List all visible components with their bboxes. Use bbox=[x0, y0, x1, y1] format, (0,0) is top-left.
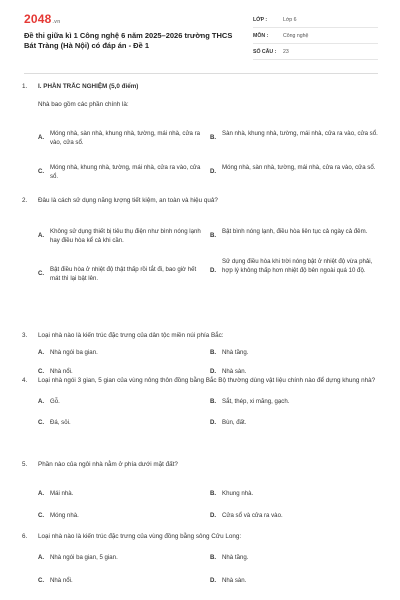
option-a[interactable] bbox=[38, 129, 208, 147]
meta-value: Lớp 6 bbox=[283, 16, 297, 23]
option-text: Nhà nổi. bbox=[50, 577, 73, 584]
option-text: Móng nhà, sàn nhà, tường, mái nhà, cửa ra vào, cửa sổ. bbox=[222, 164, 376, 171]
question-5 bbox=[22, 460, 378, 519]
site-logo[interactable] bbox=[24, 12, 60, 26]
meta-value: Công nghệ bbox=[283, 32, 309, 39]
logo-text: 2048 bbox=[24, 12, 52, 26]
option-b[interactable] bbox=[210, 227, 380, 240]
option-text: Nhà tầng. bbox=[222, 349, 249, 356]
option-text: Nhà tầng. bbox=[222, 554, 249, 561]
question-number: 1. bbox=[22, 83, 28, 90]
option-letter: C. bbox=[38, 419, 45, 426]
option-text: Mái nhà. bbox=[50, 490, 74, 497]
option-letter: C. bbox=[38, 368, 45, 375]
section-heading bbox=[22, 82, 378, 91]
option-a[interactable] bbox=[38, 553, 208, 562]
option-letter: D. bbox=[210, 577, 217, 584]
option-letter: B. bbox=[210, 490, 217, 497]
option-text: Sử dụng điều hòa khi trời nóng bật ở nhiệt độ vừa phải, hợp lý không thấp hơn nhiệt độ bên ngoài quá 10 độ. bbox=[222, 258, 373, 274]
option-c[interactable] bbox=[38, 367, 208, 376]
option-text: Bùn, đất. bbox=[222, 419, 247, 426]
meta-key: SỐ CÂU : bbox=[253, 48, 277, 55]
option-text: Đá, sỏi. bbox=[50, 419, 71, 426]
option-b[interactable] bbox=[210, 129, 380, 142]
option-b[interactable] bbox=[210, 348, 380, 357]
option-text: Không sử dụng thiết bị tiêu thụ điện như bình nóng lạnh hay điều hòa kể cả khi cần. bbox=[50, 228, 201, 244]
question-number: 6. bbox=[22, 533, 28, 540]
meta-key: LỚP : bbox=[253, 16, 268, 23]
option-letter: B. bbox=[210, 398, 217, 405]
option-letter: C. bbox=[38, 512, 45, 519]
option-text: Móng nhà, sàn nhà, khung nhà, tường, mái nhà, cửa ra vào, cửa sổ. bbox=[50, 130, 201, 146]
option-letter: B. bbox=[210, 349, 217, 356]
option-b[interactable] bbox=[210, 397, 380, 406]
option-letter: D. bbox=[210, 512, 217, 519]
option-a[interactable] bbox=[38, 348, 208, 357]
meta-row-count bbox=[253, 44, 378, 60]
question-text: Phần nào của ngôi nhà nằm ở phía dưới mặt đất? bbox=[38, 461, 178, 468]
option-letter: C. bbox=[38, 168, 45, 175]
meta-key: MÔN : bbox=[253, 32, 269, 39]
option-text: Nhà sàn. bbox=[222, 577, 247, 584]
option-text: Móng nhà, khung nhà, tường, mái nhà, cửa ra vào, cửa sổ. bbox=[50, 164, 201, 180]
question-number: 2. bbox=[22, 197, 28, 204]
option-d[interactable] bbox=[210, 257, 380, 275]
option-letter: B. bbox=[210, 134, 217, 141]
option-text: Sắt, thép, xi măng, gạch. bbox=[222, 398, 290, 405]
option-d[interactable] bbox=[210, 163, 380, 176]
option-d[interactable] bbox=[210, 418, 380, 427]
option-b[interactable] bbox=[210, 489, 380, 498]
option-d[interactable] bbox=[210, 511, 380, 520]
option-text: Bật điều hòa ở nhiệt độ thật thấp rồi tắt đi, bao giờ hết mát thì lại bật lên. bbox=[50, 266, 197, 282]
option-c[interactable] bbox=[38, 418, 208, 427]
option-letter: C. bbox=[38, 270, 45, 277]
option-letter: A. bbox=[38, 490, 45, 497]
question-number: 4. bbox=[22, 377, 28, 384]
question-4 bbox=[22, 376, 378, 439]
option-letter: B. bbox=[210, 232, 217, 239]
meta-row-class bbox=[253, 12, 378, 28]
question-number: 3. bbox=[22, 332, 28, 339]
meta-value: 23 bbox=[283, 48, 289, 55]
option-text: Sàn nhà, khung nhà, tường, mái nhà, cửa ra vào, cửa sổ. bbox=[222, 130, 378, 137]
option-text: Gỗ. bbox=[50, 398, 60, 405]
question-text: Loại nhà nào là kiến trúc đặc trưng của vùng đồng bằng sông Cửu Long: bbox=[38, 533, 242, 540]
option-letter: D. bbox=[210, 168, 217, 175]
option-letter: B. bbox=[210, 554, 217, 561]
question-text: Loại nhà nào là kiến trúc đặc trưng của dân tộc miền núi phía Bắc: bbox=[38, 332, 224, 339]
option-b[interactable] bbox=[210, 553, 380, 562]
option-text: Móng nhà. bbox=[50, 512, 79, 519]
option-c[interactable] bbox=[38, 511, 208, 520]
option-text: Bật bình nóng lạnh, điều hòa liên tục cả ngày cả đêm. bbox=[222, 228, 368, 235]
option-text: Cửa sổ và cửa ra vào. bbox=[222, 512, 283, 519]
question-text: Đâu là cách sử dụng năng lượng tiết kiệm, an toàn và hiệu quả? bbox=[38, 197, 218, 204]
option-text: Khung nhà. bbox=[222, 490, 254, 497]
question-text: Loại nhà ngói 3 gian, 5 gian của vùng nông thôn đồng bằng Bắc Bộ thường dùng vật liệu chính nào để dựng khung nhà? bbox=[38, 377, 376, 384]
option-letter: A. bbox=[38, 554, 45, 561]
question-2 bbox=[22, 196, 378, 299]
header-divider bbox=[24, 73, 378, 74]
option-text: Nhà sàn. bbox=[222, 368, 247, 375]
option-letter: D. bbox=[210, 368, 217, 375]
question-1 bbox=[22, 100, 378, 189]
option-text: Nhà ngói ba gian. bbox=[50, 349, 98, 356]
option-d[interactable] bbox=[210, 576, 380, 585]
option-a[interactable] bbox=[38, 397, 208, 406]
option-letter: C. bbox=[38, 577, 45, 584]
section-title: I. PHẦN TRẮC NGHIỆM (5,0 điểm) bbox=[38, 83, 139, 90]
option-c[interactable] bbox=[38, 163, 208, 181]
option-a[interactable] bbox=[38, 489, 208, 498]
meta-table bbox=[253, 12, 378, 60]
option-c[interactable] bbox=[38, 576, 208, 585]
meta-row-subject bbox=[253, 28, 378, 44]
option-text: Nhà nổi. bbox=[50, 368, 73, 375]
option-letter: A. bbox=[38, 398, 45, 405]
option-letter: D. bbox=[210, 267, 217, 274]
question-text: Nhà bao gồm các phần chính là: bbox=[38, 101, 129, 108]
header bbox=[0, 0, 400, 58]
option-text: Nhà ngói ba gian, 5 gian. bbox=[50, 554, 118, 561]
page-title: Đề thi giữa kì 1 Công nghệ 6 năm 2025–2026 trường THCS Bát Tràng (Hà Nội) có đáp án - Đề 1 bbox=[24, 31, 233, 50]
option-c[interactable] bbox=[38, 265, 208, 283]
question-6 bbox=[22, 532, 378, 589]
option-a[interactable] bbox=[38, 227, 208, 245]
question-number: 5. bbox=[22, 461, 28, 468]
option-d[interactable] bbox=[210, 367, 380, 376]
option-letter: A. bbox=[38, 349, 45, 356]
option-letter: A. bbox=[38, 134, 45, 141]
option-letter: D. bbox=[210, 419, 217, 426]
option-letter: A. bbox=[38, 232, 45, 239]
logo-suffix: .vn bbox=[52, 19, 61, 25]
